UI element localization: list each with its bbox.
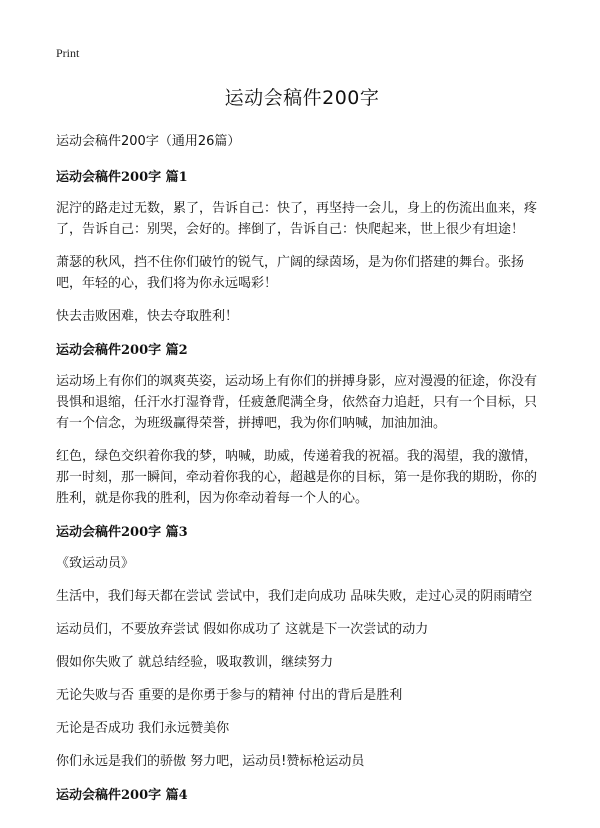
section-heading: 运动会稿件200字 篇2 — [56, 343, 188, 358]
section-1 — [56, 166, 548, 327]
section-2 — [56, 339, 548, 509]
poem-line: 运动员们，不要放弃尝试 假如你成功了 这就是下一次尝试的动力 — [56, 622, 429, 637]
document-title: 运动会稿件200字 — [224, 87, 380, 109]
poem-title: 《致运动员》 — [56, 556, 135, 571]
section-4 — [56, 784, 548, 803]
poem-line: 无论失败与否 重要的是你勇于参与的精神 付出的背后是胜利 — [56, 688, 403, 703]
poem-line: 你们永远是我们的骄傲 努力吧，运动员!赞标枪运动员 — [56, 754, 365, 769]
print-link[interactable]: Print — [56, 46, 80, 60]
document-subtitle: 运动会稿件200字（通用26篇） — [56, 134, 241, 149]
section-heading: 运动会稿件200字 篇1 — [56, 170, 188, 185]
paragraph: 红色，绿色交织着你我的梦，呐喊，助威，传递着我的祝福。我的渴望，我的激情，那一时刻，那一瞬间，牵动着你我的心，超越是你的目标，第一是你我的期盼，你的胜利，就是你我的胜利，因为你牵动着每一个人的心。 — [56, 449, 538, 506]
section-heading: 运动会稿件200字 篇4 — [56, 788, 188, 803]
paragraph: 萧瑟的秋风，挡不住你们破竹的锐气，广阔的绿茵场，是为你们搭建的舞台。张扬吧，年轻的心，我们将为你永远喝彩！ — [56, 255, 525, 291]
paragraph: 运动场上有你们的飒爽英姿，运动场上有你们的拼搏身影，应对漫漫的征途，你没有畏惧和退缩，任汗水打湿脊背，任疲惫爬满全身，依然奋力追赶，只有一个目标，只有一个信念，为班级赢得荣誉，拼搏吧，我为你们呐喊，加油加油。 — [56, 374, 538, 431]
paragraph: 快去击败困难，快去夺取胜利！ — [56, 309, 239, 324]
section-3 — [56, 521, 548, 772]
poem-line: 无论是否成功 我们永远赞美你 — [56, 721, 230, 736]
poem-line: 假如你失败了 就总结经验，吸取教训，继续努力 — [56, 655, 334, 670]
section-heading: 运动会稿件200字 篇3 — [56, 525, 188, 540]
poem-line: 生活中，我们每天都在尝试 尝试中，我们走向成功 品味失败，走过心灵的阴雨晴空 — [56, 589, 533, 604]
paragraph: 泥泞的路走过无数，累了，告诉自己：快了，再坚持一会儿，身上的伤流出血来，疼了，告诉自己：别哭，会好的。摔倒了，告诉自己：快爬起来，世上很少有坦途！ — [56, 201, 538, 237]
